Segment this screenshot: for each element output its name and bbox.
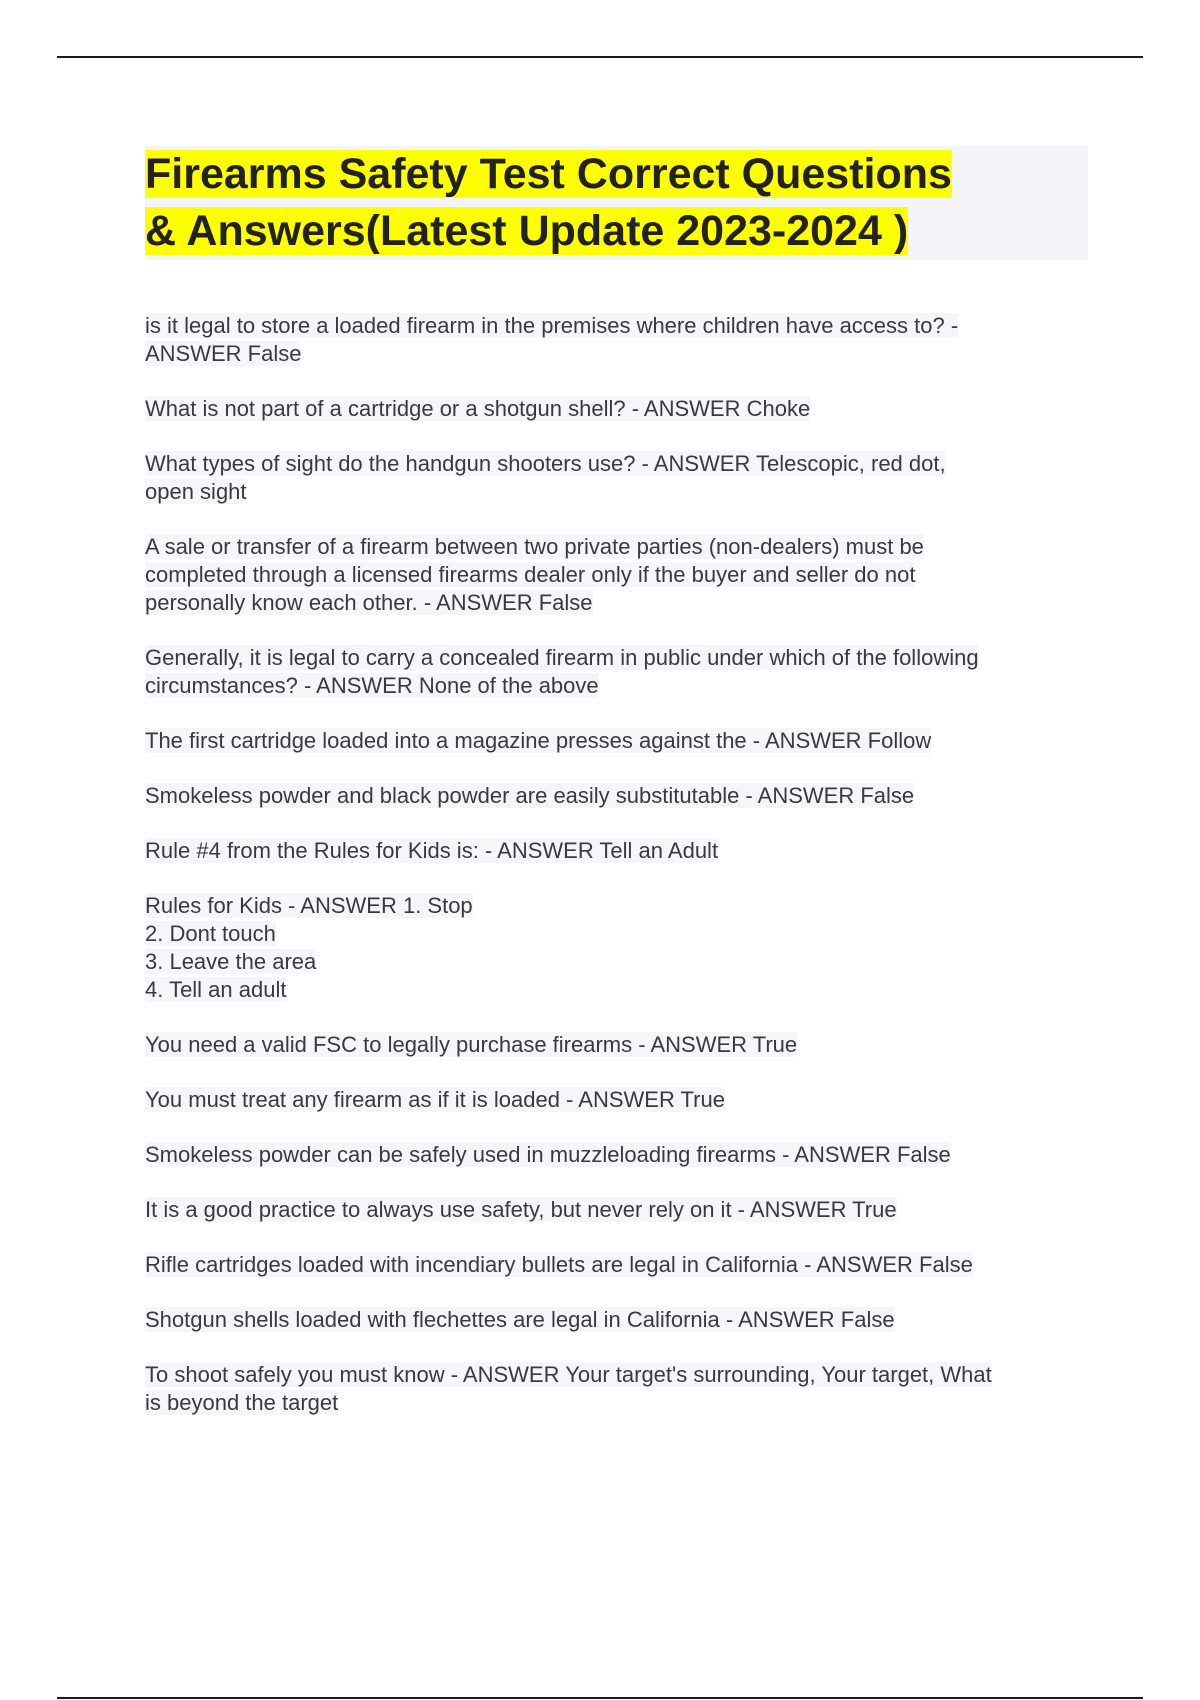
qa-item: [145, 1086, 1095, 1114]
qa-item: [145, 395, 1095, 423]
qa-item: [145, 1031, 1095, 1059]
qa-item: [145, 1251, 1095, 1279]
qa-item: [145, 1196, 1095, 1224]
qa-text: What is not part of a cartridge or a shotgun shell? - ANSWER Choke: [145, 396, 811, 421]
qa-text: The first cartridge loaded into a magazine presses against the - ANSWER Follow: [145, 728, 932, 753]
qa-item: [145, 782, 1095, 810]
qa-text: Smokeless powder can be safely used in muzzleloading firearms - ANSWER False: [145, 1142, 951, 1167]
qa-item: [145, 837, 1095, 865]
qa-item: [145, 1361, 1095, 1417]
qa-item: [145, 533, 1095, 617]
qa-item: [145, 1306, 1095, 1334]
qa-text: To shoot safely you must know - ANSWER Your target's surrounding, Your target, What is beyond the target: [145, 1362, 992, 1415]
qa-text: You need a valid FSC to legally purchase firearms - ANSWER True: [145, 1032, 798, 1057]
qa-text: is it legal to store a loaded firearm in the premises where children have access to? - ANSWER False: [145, 313, 959, 366]
qa-text: You must treat any firearm as if it is loaded - ANSWER True: [145, 1087, 725, 1112]
page-title: [145, 146, 1088, 260]
page-title-line-1: Firearms Safety Test Correct Questions: [145, 150, 952, 198]
qa-text: Rule #4 from the Rules for Kids is: - ANSWER Tell an Adult: [145, 838, 719, 863]
page-title-line-2: & Answers(Latest Update 2023-2024 ): [145, 207, 909, 255]
qa-item: [145, 450, 1095, 506]
qa-text: Smokeless powder and black powder are easily substitutable - ANSWER False: [145, 783, 915, 808]
qa-text: Rules for Kids - ANSWER 1. Stop 2. Dont touch 3. Leave the area 4. Tell an adult: [145, 893, 473, 1002]
qa-text: A sale or transfer of a firearm between two private parties (non-dealers) must be completed through a licensed firearms dealer only if the buyer and seller do not personally know each other. - ANSWER False: [145, 534, 924, 615]
title-block: [145, 146, 1088, 260]
qa-item: [145, 1141, 1095, 1169]
bottom-divider: [57, 1697, 1143, 1699]
qa-text: It is a good practice to always use safety, but never rely on it - ANSWER True: [145, 1197, 897, 1222]
qa-list: [145, 312, 1095, 1444]
qa-text: Generally, it is legal to carry a concealed firearm in public under which of the following circumstances? - ANSWER None of the above: [145, 645, 979, 698]
qa-item: [145, 312, 1095, 368]
qa-item: [145, 727, 1095, 755]
qa-item: [145, 892, 1095, 1004]
qa-item: [145, 644, 1095, 700]
qa-text: Rifle cartridges loaded with incendiary bullets are legal in California - ANSWER False: [145, 1252, 973, 1277]
top-divider: [57, 56, 1143, 58]
qa-text: What types of sight do the handgun shooters use? - ANSWER Telescopic, red dot, open sight: [145, 451, 946, 504]
qa-text: Shotgun shells loaded with flechettes are legal in California - ANSWER False: [145, 1307, 895, 1332]
